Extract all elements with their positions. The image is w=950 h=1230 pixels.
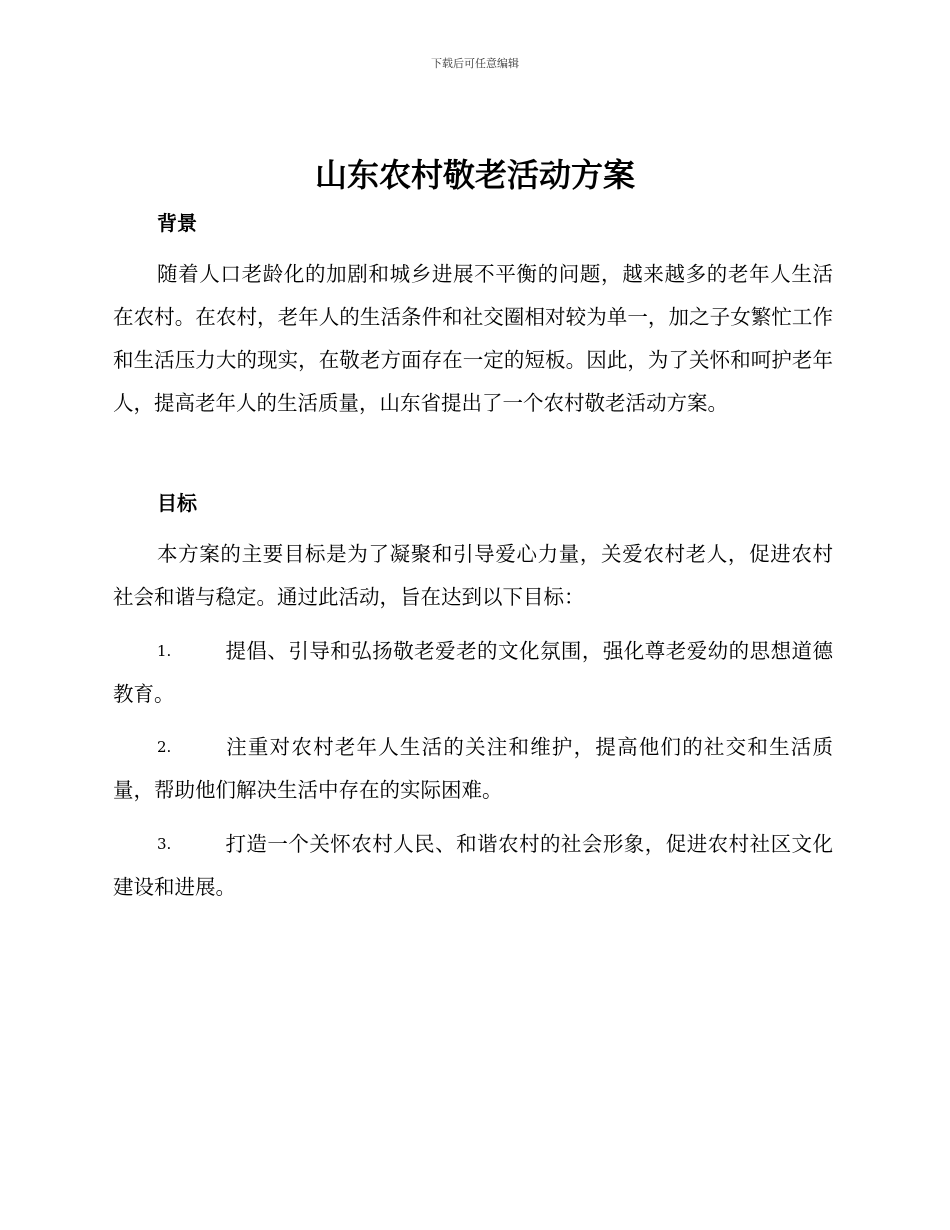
paragraph-goals-intro: 本方案的主要目标是为了凝聚和引导爱心力量，关爱农村老人，促进农村社会和谐与稳定。通过此活动，旨在达到以下目标： <box>113 542 833 609</box>
goal-list-item <box>113 823 833 909</box>
document-title: 山东农村敬老活动方案 <box>314 156 635 194</box>
paragraph-background: 随着人口老龄化的加剧和城乡进展不平衡的问题，越来越多的老年人生活在农村。在农村，老年人的生活条件和社交圈相对较为单一，加之子女繁忙工作和生活压力大的现实，在敬老方面存在一定的短板。因此，为了关怀和呵护老年人，提高老年人的生活质量，山东省提出了一个农村敬老活动方案。 <box>113 262 833 415</box>
list-item-text: 提倡、引导和弘扬敬老爱老的文化氛围，强化尊老爱幼的思想道德教育。 <box>113 639 833 706</box>
section-heading-background: 背景 <box>157 211 197 235</box>
goal-list-item <box>113 726 833 812</box>
list-item-number: 3. <box>157 835 172 853</box>
header-note: 下载后可任意编辑 <box>431 57 519 70</box>
list-item-text: 注重对农村老年人生活的关注和维护，提高他们的社交和生活质量，帮助他们解决生活中存在的实际困难。 <box>113 735 833 802</box>
list-item-text: 打造一个关怀农村人民、和谐农村的社会形象，促进农村社区文化建设和进展。 <box>113 832 833 899</box>
list-item-number: 2. <box>157 738 172 756</box>
section-heading-goals: 目标 <box>157 491 197 515</box>
goal-list-item <box>113 630 833 716</box>
list-item-number: 1. <box>157 642 172 660</box>
